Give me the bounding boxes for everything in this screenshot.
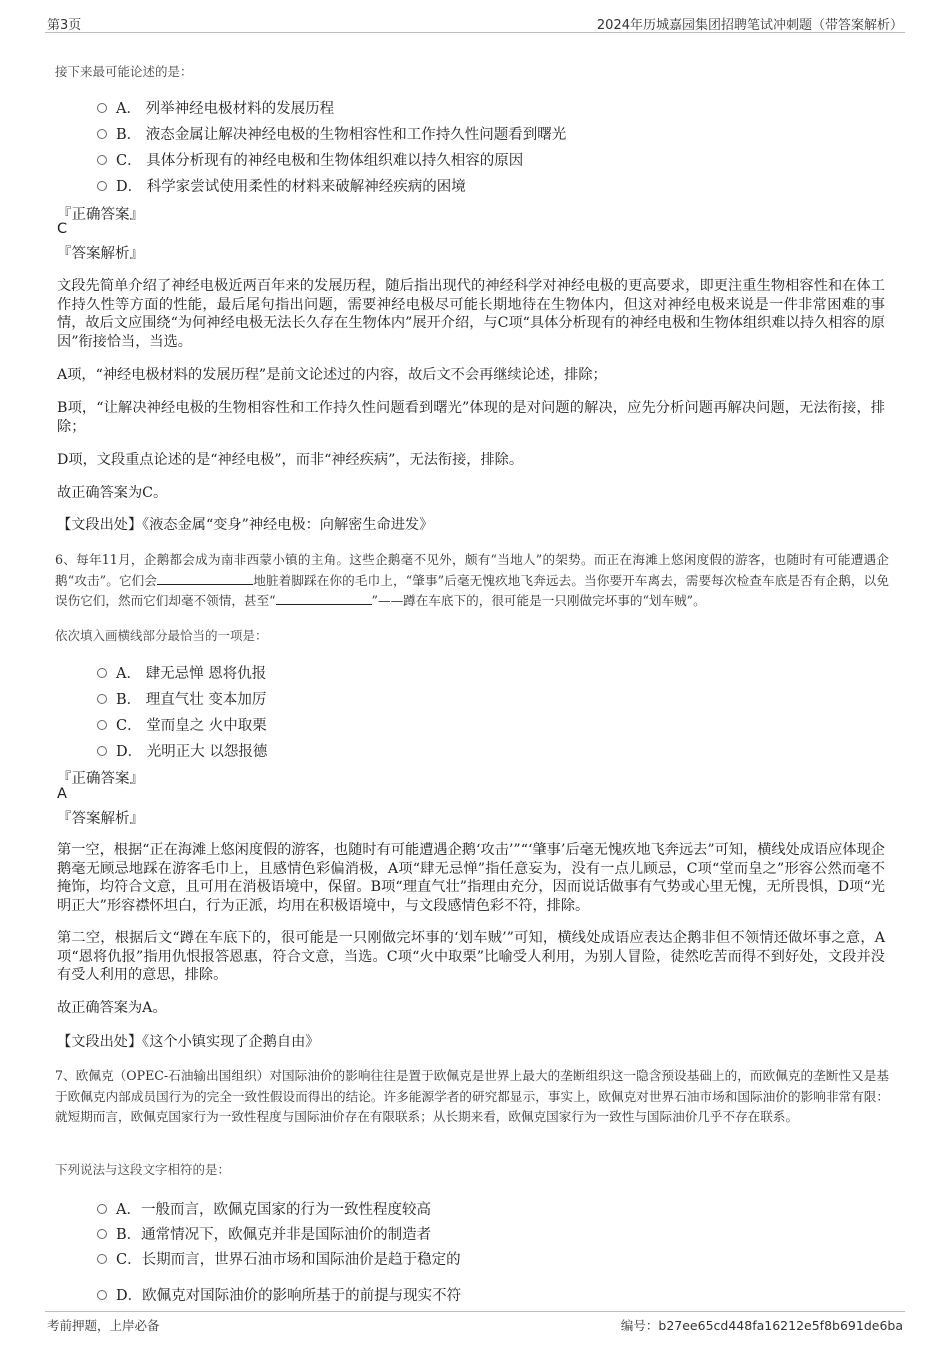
radio-icon[interactable] bbox=[97, 155, 107, 165]
footer-slogan: 考前押题，上岸必备 bbox=[47, 1318, 160, 1333]
q5-analysis-paragraph: A项，“神经电极材料的发展历程”是前文论述过的内容，故后文不会再继续论述，排除； bbox=[57, 367, 607, 383]
q6-analysis-paragraph: 第一空，根据“正在海滩上悠闲度假的游客，也随时有可能遭遇企鹅‘攻击’”“‘肇事’后毫无愧疚地飞奔远去”可知，横线处成语应体现企鹅毫无顾忌地踩在游客毛巾上，且感情色彩偏消极，A项“肆无忌惮”指任意妄为，没有一点儿顾忌，C项“堂而皇之”形容公然而毫不掩饰，均符合文意，且可用在消极语境中，保留。B项“理直气壮”指理由充分，因而说话做事有气势或心里无愧，无所畏惧，D项“光明正大”形容襟怀坦白，行为正派，均用在积极语境中，与文段感情色彩不符，排除。 bbox=[57, 842, 885, 914]
radio-icon[interactable] bbox=[97, 746, 107, 756]
q5-correct-label: 『正确答案』 bbox=[57, 207, 144, 223]
radio-icon[interactable] bbox=[97, 129, 107, 139]
fill-blank-2[interactable] bbox=[276, 592, 372, 605]
radio-icon[interactable] bbox=[97, 720, 107, 730]
radio-icon[interactable] bbox=[97, 668, 107, 678]
q5-answer: C bbox=[57, 221, 68, 237]
radio-icon[interactable] bbox=[97, 181, 107, 191]
q6-analysis-paragraph: 故正确答案为A。 bbox=[57, 1000, 167, 1016]
q6-option-c[interactable]: C． 堂而皇之 火中取栗 bbox=[97, 714, 267, 735]
q5-option-c[interactable]: C． 具体分析现有的神经电极和生物体组织难以持久相容的原因 bbox=[97, 149, 523, 170]
radio-icon[interactable] bbox=[97, 1254, 107, 1264]
q7-option-d[interactable]: D．欧佩克对国际油价的影响所基于的前提与现实不符 bbox=[97, 1284, 461, 1305]
q7-option-a[interactable]: A．一般而言，欧佩克国家的行为一致性程度较高 bbox=[97, 1198, 431, 1219]
q6-analysis-paragraph: 第二空，根据后文“蹲在车底下的，很可能是一只刚做完坏事的‘划车贼’”可知，横线处成语应表达企鹅非但不领情还做坏事之意，A项“恩将仇报”指用仇恨报答恩惠，符合文意，当选。C项“火中取栗”比喻受人利用，为别人冒险，徒然吃苦而得不到好处，文段并没有受人利用的意思，排除。 bbox=[57, 930, 885, 983]
q6-option-a[interactable]: A． 肆无忌惮 恩将仇报 bbox=[97, 662, 266, 683]
q6-answer: A bbox=[57, 786, 67, 802]
radio-icon[interactable] bbox=[97, 1229, 107, 1239]
q5-analysis-paragraph: B项，“让解决神经电极的生物相容性和工作持久性问题看到曙光”体现的是对问题的解决，应先分析问题再解决问题，无法衔接，排除； bbox=[57, 400, 885, 435]
q5-analysis-paragraph: D项，文段重点论述的是“神经电极”，而非“神经疾病”，无法衔接，排除。 bbox=[57, 452, 524, 468]
q6-prompt: 依次填入画横线部分最恰当的一项是： bbox=[55, 628, 268, 643]
radio-icon[interactable] bbox=[97, 694, 107, 704]
q6-analysis-label: 『答案解析』 bbox=[57, 811, 144, 827]
page-header bbox=[45, 12, 905, 33]
q6-source: 【文段出处】《这个小镇实现了企鹅自由》 bbox=[57, 1034, 320, 1050]
q7-option-b[interactable]: B．通常情况下，欧佩克并非是国际油价的制造者 bbox=[97, 1223, 431, 1244]
q5-prompt: 接下来最可能论述的是： bbox=[55, 64, 193, 79]
q7-prompt: 下列说法与这段文字相符的是： bbox=[55, 1162, 231, 1177]
page-number: 第3页 bbox=[47, 18, 82, 33]
radio-icon[interactable] bbox=[97, 1204, 107, 1214]
q7-question-text: 7、欧佩克（OPEC-石油输出国组织）对国际油价的影响往往是置于欧佩克是世界上最大的垄断组织这一隐含预设基础上的，而欧佩克的垄断性又是基于欧佩克内部成员国行为的完全一致性假设而得出的结论。许多能源学者的研究都显示，事实上，欧佩克对世界石油市场和国际油价的影响非常有限：就短期而言，欧佩克国家行为一致性程度与国际油价存在有限联系；从长期来看，欧佩克国家行为一致性与国际油价几乎不存在联系。 bbox=[55, 1068, 889, 1124]
radio-icon[interactable] bbox=[97, 1290, 107, 1300]
q5-option-a[interactable]: A． 列举神经电极材料的发展历程 bbox=[97, 97, 334, 118]
q6-question-text: 6、每年11月，企鹅都会成为南非西蒙小镇的主角。这些企鹅毫不见外，颇有“当地人”的架势。而正在海滩上悠闲度假的游客，也随时有可能遭遇企鹅“攻击”。它们会 地脏着脚踩在你的毛巾上，“肇事”后毫无愧疚地飞奔远去。当你要开车离去，需要每次检查车底是否有企鹅，以免误伤它们，然而它们却毫不领情，甚至“ ”——蹲在车底下的，很可能是一只刚做完坏事的“划车贼”。 bbox=[55, 552, 889, 608]
q5-option-b[interactable]: B． 液态金属让解决神经电极的生物相容性和工作持久性问题看到曙光 bbox=[97, 123, 566, 144]
document-title: 2024年历城嘉园集团招聘笔试冲刺题（带答案解析） bbox=[596, 18, 903, 33]
q6-option-d[interactable]: D． 光明正大 以怨报德 bbox=[97, 740, 267, 761]
q6-correct-label: 『正确答案』 bbox=[57, 771, 144, 787]
q5-option-d[interactable]: D． 科学家尝试使用柔性的材料来破解神经疾病的困境 bbox=[97, 175, 466, 196]
q5-analysis-paragraph: 故正确答案为C。 bbox=[57, 485, 168, 501]
page-footer bbox=[45, 1311, 905, 1334]
radio-icon[interactable] bbox=[97, 103, 107, 113]
fill-blank-1[interactable] bbox=[157, 572, 253, 585]
q6-option-b[interactable]: B． 理直气壮 变本加厉 bbox=[97, 688, 266, 709]
q5-analysis-paragraph: 文段先简单介绍了神经电极近两百年来的发展历程，随后指出现代的神经科学对神经电极的更高要求，即更注重生物相容性和在体工作持久性等方面的性能，最后尾句指出问题，需要神经电极尽可能长期地待在生物体内，但这对神经电极来说是一件非常困难的事情，故后文应围绕“为何神经电极无法长久存在生物体内”展开介绍，与C项“具体分析现有的神经电极和生物体组织难以持久相容的原因”衔接恰当，当选。 bbox=[57, 278, 885, 350]
document-code: 编号：b27ee65cd448fa16212e5f8b691de6ba bbox=[620, 1318, 903, 1333]
q5-analysis-label: 『答案解析』 bbox=[57, 246, 144, 262]
q7-option-c[interactable]: C．长期而言，世界石油市场和国际油价是趋于稳定的 bbox=[97, 1248, 461, 1269]
q5-source: 【文段出处】《液态金属“变身”神经电极：向解密生命进发》 bbox=[57, 517, 434, 533]
